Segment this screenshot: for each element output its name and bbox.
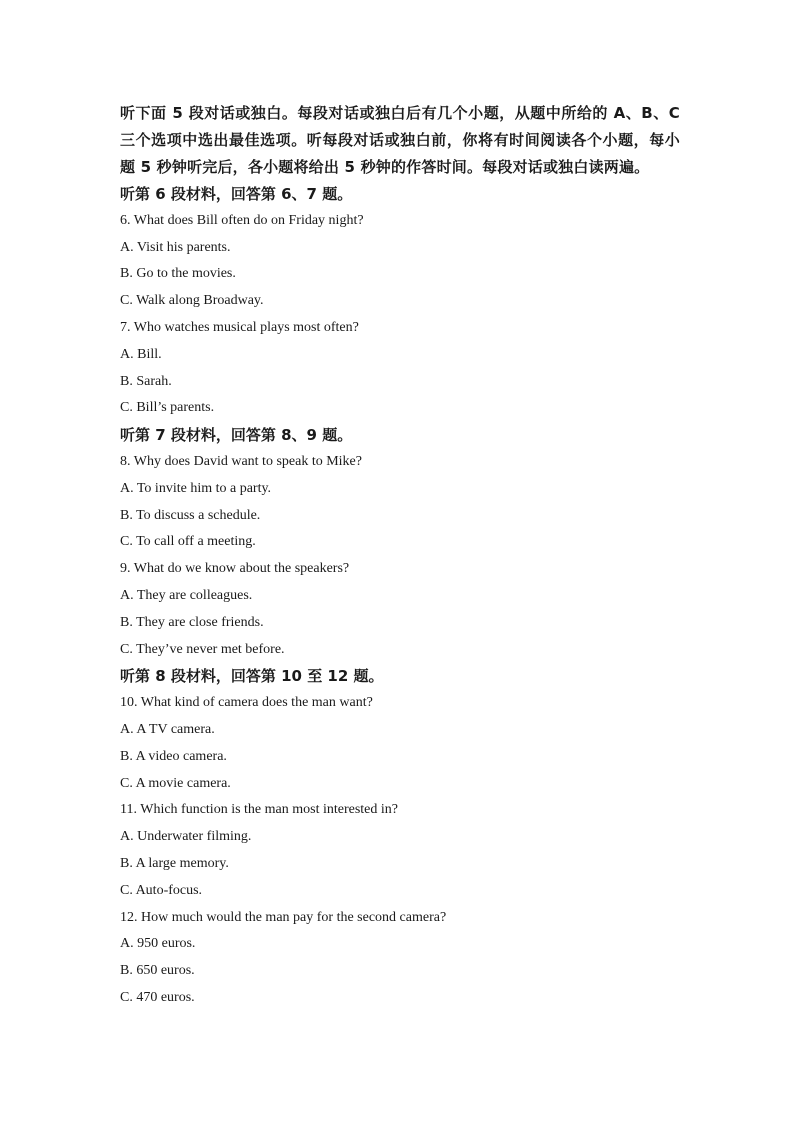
question-stem: 9. What do we know about the speakers? xyxy=(120,561,350,577)
question-stem: 8. Why does David want to speak to Mike? xyxy=(120,453,362,469)
option-c: C. They’ve never met before. xyxy=(120,641,285,657)
exam-page xyxy=(120,100,680,1012)
option-b: B. They are close friends. xyxy=(120,614,264,630)
option-a: A. Visit his parents. xyxy=(120,239,231,255)
question-11 xyxy=(120,797,680,904)
question-stem: 6. What does Bill often do on Friday night? xyxy=(120,212,364,228)
section-instructions: 听下面 5 段对话或独白。每段对话或独白后有几个小题，从题中所给的 A、B、C 三个选项中选出最佳选项。听每段对话或独白前，你将有时间阅读各个小题，每小题 5 秒钟听完后，各小题将给出 5 秒钟的作答时间。每段对话或独白读两遍。 xyxy=(120,104,680,176)
option-b: B. To discuss a schedule. xyxy=(120,507,261,523)
question-stem: 11. Which function is the man most interested in? xyxy=(120,802,398,818)
option-b: B. A large memory. xyxy=(120,855,229,871)
section-heading: 听第 7 段材料，回答第 8、9 题。 xyxy=(120,426,353,445)
option-c: C. A movie camera. xyxy=(120,775,231,791)
option-c: C. Walk along Broadway. xyxy=(120,293,264,309)
option-a: A. Underwater filming. xyxy=(120,829,252,845)
question-10 xyxy=(120,690,680,797)
question-stem: 10. What kind of camera does the man want? xyxy=(120,695,373,711)
section-heading: 听第 8 段材料，回答第 10 至 12 题。 xyxy=(120,667,384,686)
option-b: B. 650 euros. xyxy=(120,963,195,979)
option-a: A. Bill. xyxy=(120,346,162,362)
option-c: C. Bill’s parents. xyxy=(120,400,215,416)
option-a: A. 950 euros. xyxy=(120,936,196,952)
question-8 xyxy=(120,449,680,556)
section-7 xyxy=(120,422,680,663)
option-c: C. Auto-focus. xyxy=(120,882,203,898)
option-b: B. A video camera. xyxy=(120,748,227,764)
question-7 xyxy=(120,315,680,422)
option-c: C. 470 euros. xyxy=(120,989,195,1005)
question-stem: 12. How much would the man pay for the second camera? xyxy=(120,909,447,925)
option-b: B. Sarah. xyxy=(120,373,172,389)
option-c: C. To call off a meeting. xyxy=(120,534,256,550)
question-9 xyxy=(120,556,680,663)
section-6 xyxy=(120,181,680,422)
section-8 xyxy=(120,663,680,1011)
option-a: A. They are colleagues. xyxy=(120,587,253,603)
option-a: A. To invite him to a party. xyxy=(120,480,272,496)
question-12 xyxy=(120,905,680,1012)
option-a: A. A TV camera. xyxy=(120,721,215,737)
question-6 xyxy=(120,208,680,315)
section-heading: 听第 6 段材料，回答第 6、7 题。 xyxy=(120,185,353,203)
question-stem: 7. Who watches musical plays most often? xyxy=(120,319,359,335)
option-b: B. Go to the movies. xyxy=(120,266,236,282)
